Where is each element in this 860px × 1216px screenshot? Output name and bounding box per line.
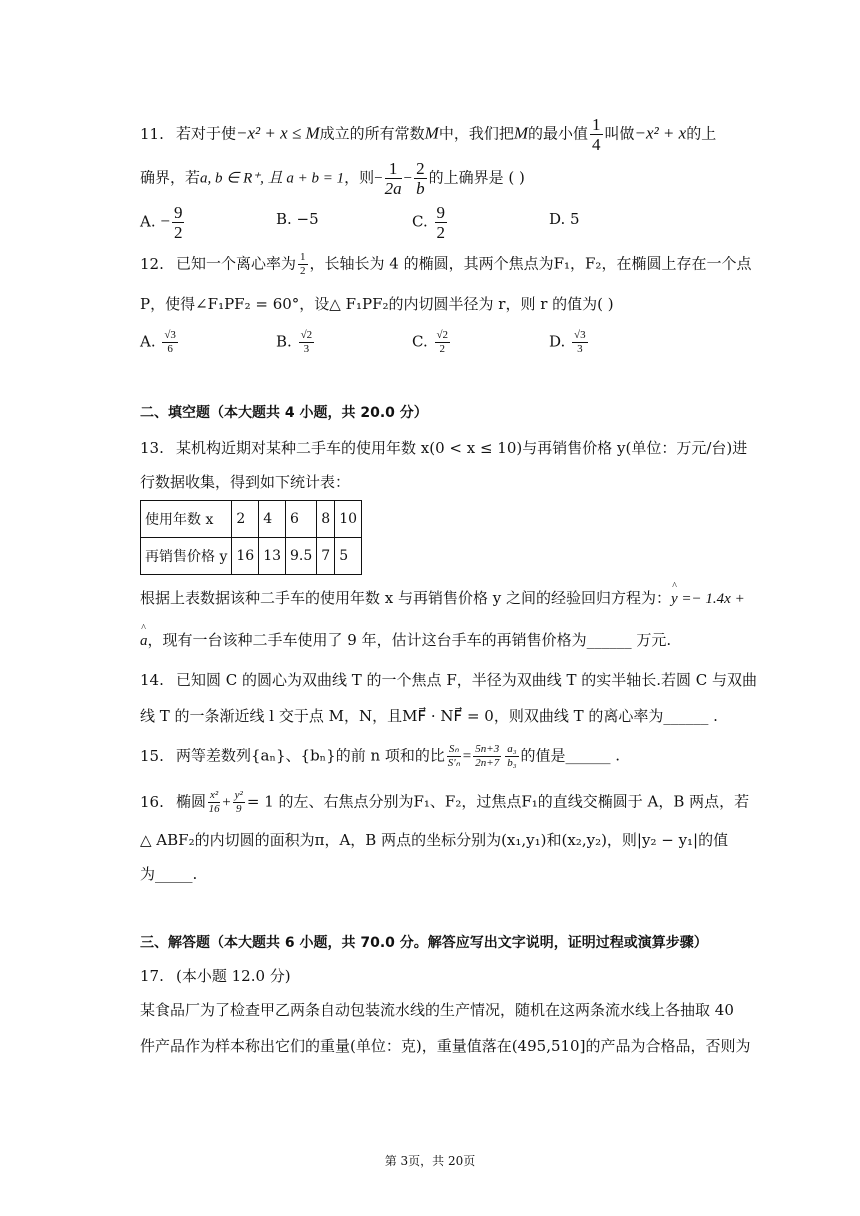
page-footer: 第 3页，共 20页 <box>384 1154 476 1168</box>
section-heading-solution: 三、解答题（本大题共 6 小题，共 70.0 分。解答应写出文字说明，证明过程或演算步骤） <box>140 935 708 951</box>
q12-line1: 12. 已知一个离心率为 $\frac{1}{2}$ ，长轴长为 4 的椭圆，其两个焦点为F₁，F₂，在椭圆上存在一个点 <box>140 251 752 277</box>
q17-line2: 件产品作为样本称出它们的重量(单位：克)，重量值落在(495,510]的产品为合格品，否则为 <box>140 1037 751 1055</box>
q13-line2: 行数据收集，得到如下统计表： <box>140 473 351 491</box>
table-header-cell: 使用年数 x <box>141 501 232 538</box>
q15-number: 15. <box>140 746 164 765</box>
q16-number: 16. <box>140 792 164 811</box>
q15-line1: 15. 两等差数列{aₙ}、{bₙ}的前 n 项和的比 $\frac{\text{Sₙ}}{\text{S'ₙ}}$ = $\frac{5n+3}{2n+7}$ $\frac{\text{a₃}}{\text{b₃}}$ 的值是______ . <box>140 743 621 769</box>
q12-option-b[interactable]: B. $\frac{√2}{3}$ <box>276 329 313 355</box>
table-cell: 16 <box>232 538 259 575</box>
q12-line2: P，使得∠F₁PF₂ = 60°，设△ F₁PF₂的内切圆半径为 r，则 r 的值为( ) <box>140 295 614 313</box>
table-row <box>141 501 362 538</box>
fraction-one-quarter: $\frac{1}{4}$ <box>592 115 601 154</box>
q11-options <box>140 196 760 240</box>
q11-number: 11. <box>140 124 164 143</box>
table-cell: 2 <box>232 501 259 538</box>
q13-line4: ^ a，现有一台该种二手车使用了 9 年，估计这台手车的再销售价格为______ 万元. <box>140 630 671 651</box>
q12-option-c[interactable]: C. $\frac{√2}{2}$ <box>412 329 449 355</box>
q13-line3: 根据上表数据该种二手车的使用年数 x 与再销售价格 y 之间的经验回归方程为：^ y =− 1.4x + <box>140 588 745 609</box>
q16-line3: 为_____. <box>140 865 198 883</box>
q11-option-d[interactable]: D. 5 <box>549 210 580 228</box>
q17-line1: 某食品厂为了检查甲乙两条自动包装流水线的生产情况，随机在这两条流水线上各抽取 40 <box>140 1001 734 1019</box>
q11-line2: 确界，若a, b ∈ R⁺, 且 a + b = 1，则− $\frac{1}{2a}$ − $\frac{2}{b}$ 的上确界是 ( ) <box>140 159 525 198</box>
fraction-2-over-b: $\frac{2}{b}$ <box>416 159 425 198</box>
q16-line1: 16. 椭圆 $\frac{\text{x²}}{16}$ + $\frac{\text{y²}}{9}$ = 1 的左、右焦点分别为F₁、F₂，过焦点F₁的直线交椭圆于 A，B 两点，若 <box>140 789 750 815</box>
q17-number: 17. <box>140 967 164 985</box>
q16-line2: △ ABF₂的内切圆的面积为π，A，B 两点的坐标分别为(x₁,y₁)和(x₂,y₂)，则|y₂ − y₁|的值 <box>140 831 729 849</box>
q14-line1: 14. 已知圆 C 的圆心为双曲线 T 的一个焦点 F，半径为双曲线 T 的实半轴长.若圆 C 与双曲 <box>140 671 758 689</box>
table-cell: 13 <box>259 538 286 575</box>
q12-number: 12. <box>140 254 164 273</box>
statistics-table <box>140 500 362 575</box>
table-row <box>141 538 362 575</box>
section-heading-fill-blank: 二、填空题（本大题共 4 小题，共 20.0 分） <box>140 405 428 421</box>
table-cell: 9.5 <box>286 538 317 575</box>
q11-line1: 11. 若对于使−x² + x ≤ M成立的所有常数M中，我们把M的最小值 $\frac{1}{4}$ 叫做−x² + x的上 <box>140 115 717 154</box>
table-header-cell: 再销售价格 y <box>141 538 232 575</box>
table-cell: 6 <box>286 501 317 538</box>
q17-head: 17. (本小题 12.0 分) <box>140 967 291 985</box>
q13-line1: 13. 某机构近期对某种二手车的使用年数 x(0 < x ≤ 10)与再销售价格 y(单位：万元/台)进 <box>140 439 748 457</box>
q11-option-c[interactable]: C. $\frac{9}{2}$ <box>412 203 445 242</box>
table-cell: 5 <box>335 538 362 575</box>
q13-number: 13. <box>140 439 164 457</box>
q12-option-d[interactable]: D. $\frac{√3}{3}$ <box>549 329 586 355</box>
q12-option-a[interactable]: A. $\frac{√3}{6}$ <box>140 329 176 355</box>
q11-option-b[interactable]: B. −5 <box>276 210 319 228</box>
fraction-1-over-2a: $\frac{1}{2a}$ <box>384 159 402 198</box>
table-cell: 7 <box>317 538 335 575</box>
table-cell: 10 <box>335 501 362 538</box>
q12-options <box>140 328 760 364</box>
q14-line2: 线 T 的一条渐近线 l 交于点 M，N，且MF⃗ · NF⃗ = 0，则双曲线 T 的离心率为______ . <box>140 707 718 725</box>
q11-option-a[interactable]: A. − $\frac{9}{2}$ <box>140 203 183 242</box>
table-cell: 8 <box>317 501 335 538</box>
q14-number: 14. <box>140 671 164 689</box>
table-cell: 4 <box>259 501 286 538</box>
